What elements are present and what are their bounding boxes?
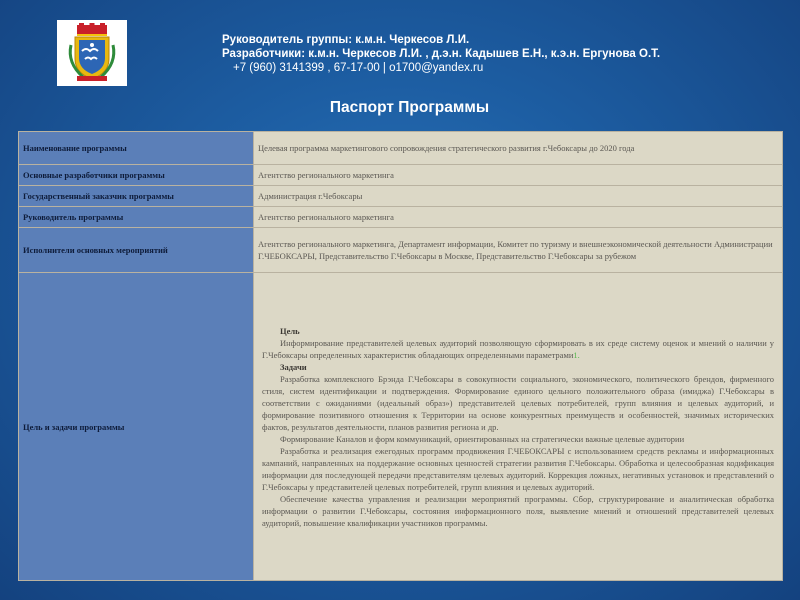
coat-of-arms-icon <box>63 23 121 83</box>
table-row <box>19 186 783 207</box>
row-value: Целевая программа маркетингового сопровождения стратегического развития г.Чебоксары до 2020 года <box>254 132 783 165</box>
row-value: Агентство регионального маркетинга <box>254 165 783 186</box>
page-title: Паспорт Программы <box>329 99 490 116</box>
task-paragraph: Разработка комплексного Брэнда Г.Чебоксары в совокупности социального, экономического, политического брендов, фирменного стиля, систем идентификации и подтверждения. Формирование единого цельного положительного образа (имиджа) Г.Чебоксары в соответствии с ожиданиями (идеальный образ») представителей целевых потребителей, групп влияния и целевых аудиторий, и формирование позитивного отношения к Территории на основе конкурентных преимуществ и особенностей, значимых исторических фактов, результатов деятельности, планов развития региона и др. <box>262 373 774 432</box>
table-row <box>19 207 783 228</box>
task-paragraph: Обеспечение качества управления и реализации мероприятий программы. Сбор, структурирование и аналитическая обработка информации о развитии Г.Чебоксары, состояния информационного поля, выявление мнений и отношений представителей целевых аудиторий, повышение квалификации участников программы. <box>262 493 774 528</box>
table-row <box>19 132 783 165</box>
goal-mark: 1. <box>573 349 580 360</box>
row-label: Основные разработчики программы <box>19 165 254 186</box>
city-coat-of-arms-logo <box>57 20 127 86</box>
goals-cell <box>254 273 783 581</box>
row-label: Руководитель программы <box>19 207 254 228</box>
header-group-leader: Руководитель группы: к.м.н. Черкесов Л.И. <box>222 34 470 46</box>
goals-content <box>258 325 778 529</box>
goal-heading: Цель <box>280 325 300 336</box>
task-paragraph: Разработка и реализация ежегодных программ продвижения Г.ЧЕБОКСАРЫ с использованием средств рекламы и информационных кампаний, направленных на поддержание основных ценностей стратегии развития Г.Чебоксары. Обработка и целесообразная кодификация информации для последующей передачи представителям целевых аудиторий. Коррекция ложных, негативных установок и представлений о Г.Чебоксары у представителей целевых потребителей, групп влияния и целевых аудиторий. <box>262 445 774 492</box>
goal-paragraph <box>262 337 774 361</box>
table-row-goals <box>19 273 783 581</box>
table-row <box>19 165 783 186</box>
row-value: Агентство регионального маркетинга <box>254 207 783 228</box>
row-value: Администрация г.Чебоксары <box>254 186 783 207</box>
row-label: Исполнители основных мероприятий <box>19 228 254 273</box>
program-passport-table <box>18 131 783 581</box>
row-label: Цель и задачи программы <box>19 273 254 581</box>
goal-text: Информирование представителей целевых аудиторий позволяющую сформировать в их среде систему оценок и мнений о наличии у Г.Чебоксары определенных характеристик обладающих определенными параметрами <box>262 337 774 360</box>
row-label: Наименование программы <box>19 132 254 165</box>
header-developers: Разработчики: к.м.н. Черкесов Л.И. , д.э.н. Кадышев Е.Н., к.э.н. Ергунова О.Т. <box>222 48 661 60</box>
row-label: Государственный заказчик программы <box>19 186 254 207</box>
task-paragraph: Формирование Каналов и форм коммуникаций, ориентированных на стратегически важные целевые аудитории <box>280 433 685 444</box>
header-credits <box>222 33 660 75</box>
header-contacts: +7 (960) 3141399 , 67-17-00 | o1700@yandex.ru <box>233 62 484 74</box>
tasks-heading: Задачи <box>280 361 307 372</box>
table-row <box>19 228 783 273</box>
row-value: Агентство регионального маркетинга, Департамент информации, Комитет по туризму и внешнеэкономической деятельности Администрации Г.ЧЕБОКСАРЫ, Представительство Г.Чебоксары в Москве, Представительство Г.Чебоксары за рубежом <box>254 228 783 273</box>
